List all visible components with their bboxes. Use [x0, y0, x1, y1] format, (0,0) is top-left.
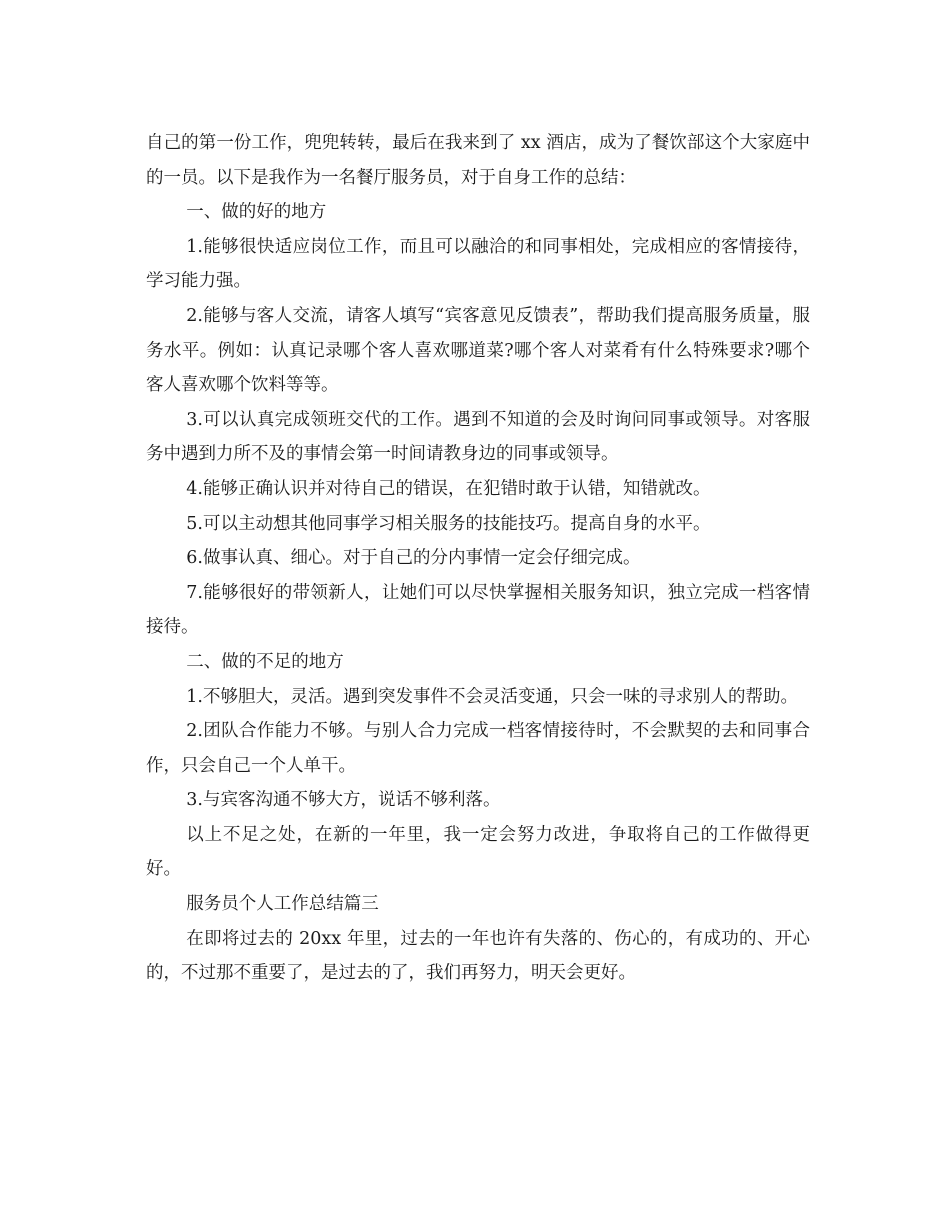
paragraph-strength-1: 1.能够很快适应岗位工作，而且可以融洽的和同事相处，完成相应的客情接待，学习能力强。	[146, 236, 810, 292]
paragraph-strength-7: 7.能够很好的带领新人，让她们可以尽快掌握相关服务知识，独立完成一档客情接待。	[146, 582, 810, 638]
section-heading-part-three: 服务员个人工作总结篇三	[186, 894, 379, 915]
document-body	[146, 126, 810, 991]
paragraph-strength-4: 4.能够正确认识并对待自己的错误，在犯错时敢于认错，知错就改。	[186, 478, 711, 499]
paragraph-conclusion: 以上不足之处，在新的一年里，我一定会努力改进，争取将自己的工作做得更好。	[146, 824, 810, 880]
paragraph-strength-3: 3.可以认真完成领班交代的工作。遇到不知道的会及时询问同事或领导。对客服务中遇到力所不及的事情会第一时间请教身边的同事或领导。	[146, 409, 810, 465]
paragraph-weakness-1: 1.不够胆大，灵活。遇到突发事件不会灵活变通，只会一味的寻求别人的帮助。	[186, 686, 798, 707]
section-heading-strengths: 一、做的好的地方	[186, 202, 327, 223]
paragraph-weakness-2: 2.团队合作能力不够。与别人合力完成一档客情接待时，不会默契的去和同事合作，只会自己一个人单干。	[146, 721, 810, 776]
paragraph-strength-6: 6.做事认真、细心。对于自己的分内事情一定会仔细完成。	[186, 548, 641, 569]
paragraph-strength-2: 2.能够与客人交流，请客人填写“宾客意见反馈表”，帮助我们提高服务质量，服务水平。例如：认真记录哪个客人喜欢哪道菜?哪个客人对菜肴有什么特殊要求?哪个客人喜欢哪个饮料等等。	[146, 305, 810, 396]
paragraph-intro: 自己的第一份工作，兜兜转转，最后在我来到了 xx 酒店，成为了餐饮部这个大家庭中的一员。以下是我作为一名餐厅服务员，对于自身工作的总结：	[146, 133, 810, 188]
paragraph-strength-5: 5.可以主动想其他同事学习相关服务的技能技巧。提高自身的水平。	[186, 513, 711, 534]
section-heading-weaknesses: 二、做的不足的地方	[186, 651, 344, 672]
paragraph-weakness-3: 3.与宾客沟通不够大方，说话不够利落。	[186, 790, 501, 811]
paragraph-part-three-intro: 在即将过去的 20xx 年里，过去的一年也许有失落的、伤心的，有成功的、开心的，不过那不重要了，是过去的了，我们再努力，明天会更好。	[146, 928, 810, 984]
